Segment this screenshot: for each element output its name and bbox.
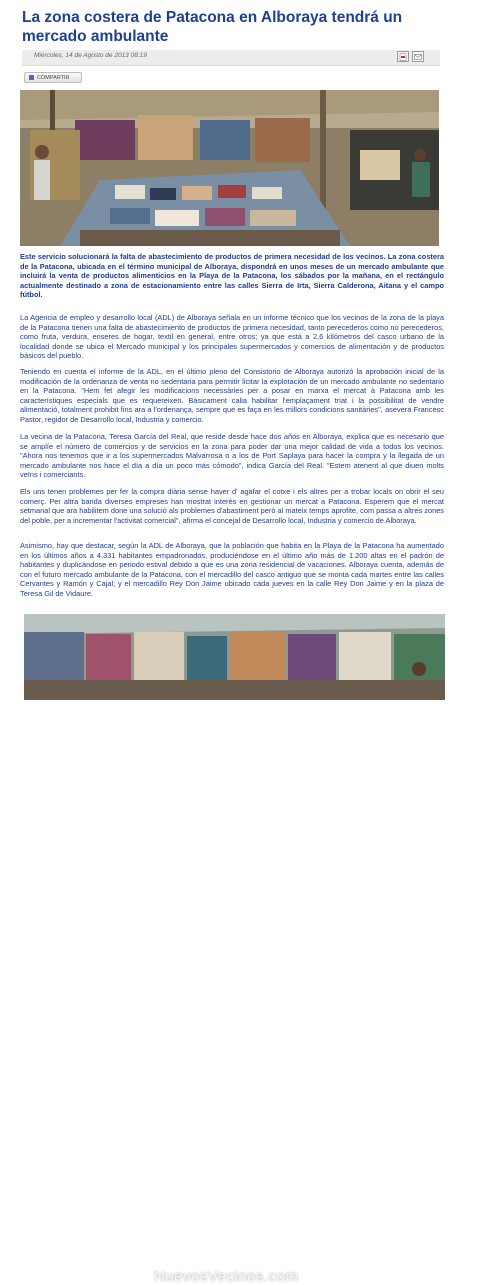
article-meta-bar [22,50,440,66]
article-tools [397,51,424,62]
watermark-text: NuevosVecinos.com [154,1268,299,1285]
market-photo-top-image [20,90,439,246]
article-paragraph: La vecina de la Patacona, Teresa García del Real, que reside desde hace dos años en Alboraya, explica que es necesario que se amplíe el número de comercios y de servicios en la zona para poder dar una mejor calidad de vida a todos los vecinos. "Ahora nos tenemos que ir a los supermercados Malvarrosa o a los de Port Saplaya para hacer la compra y la llegada de un mercado ambulante nos hace el día a día un poco más cómodo", indica García del Real. "Estem atenent al que diuen molts veïns i comerciants. [20,432,444,480]
market-photo-bottom-image [24,614,445,700]
share-button[interactable] [24,72,82,83]
market-photo-bottom [24,614,445,1285]
email-icon[interactable] [412,51,424,62]
article-paragraph: Els uns tenen problemes per fer la compra diària sense haver d' agafar el cotxe i els altres per a trobar locals on obrir el seu comerç. Per altra banda diverses empreses han mostrat interès en gestionar un mercat a Patacona. Esperem que el mercat setmanal que ara habilitem done una solució als problemes d'abastiment però al mateix temps aprofite, com passa a altres zones del poble, per a incrementar l'activitat comercial", afirma el concejal de Desarrollo local, Industria y comercio de Alboraya. [20,487,444,525]
share-icon [29,75,34,80]
article-paragraph: Asimismo, hay que destacar, según la ADL de Alboraya, que la población que habita en la Playa de la Patacona ha aumentado en los últimos años a 4.331 habitantes empadronados, produciéndose en el último año más de 1.200 altas en el padrón de habitantes y duplicándose en periodo estival debido a que es una zona residencial de vacaciones. Alboraya cuenta, además de con el futuro mercado ambulante de la Patacona, con el mercadillo del casco antiguo que se monta cada martes entre las calles Cervantes y Ramón y Cajal; y el mercadillo Rey Don Jaime ubicado cada jueves en la calle Rey Don Jaime y en la plaza de Teresa Gil de Vidaure. [20,541,444,598]
share-label: COMPARTIR [37,74,70,81]
pdf-icon[interactable] [397,51,409,62]
article-paragraph: Teniendo en cuenta el informe de la ADL, en el último pleno del Consistorio de Alboraya autorizó la aprobación inicial de la modificación de la ordenanza de venta no sedentaria para permitir licitar la explotación de un mercado ambulante no sedentario en la Patacona. "Hem fet afegir les modificacions necessàries per a posar en marxa el mercat à Patacona amb les característiques especials que es requereixen. Bàsicament calia habilitar l'emplaçament triat i la possibilitat de vendre alimentació, totalment prohibit fins ara a l'ordenança, sempre que es faça en les millors condicions sanitàries", asevera Francesc Pastor, regidor de Desarrollo local, Industria y comercio. [20,367,444,424]
article-title: La zona costera de Patacona en Alboraya tendrá un mercado ambulante [22,9,403,45]
article-paragraph: Este servicio solucionará la falta de abastecimiento de productos de primera necesidad de los vecinos. La zona costera de la Patacona, ubicada en el término municipal de Alboraya, dispondrá en unos meses de un mercado ambulante que incluirá la venta de productos alimenticios en la Playa de la Patacona, los sábados por la mañana, en el rectángulo actualmente destinado a zona de estacionamiento entre las calles Sierra de Irta, Sierra Calderona, Aitana y el campo fútbol. [20,252,444,300]
market-photo-top [20,90,439,246]
article-date: Miércoles, 14 de Agosto de 2013 08:19 [34,52,147,59]
article-paragraph: La Agencia de empleo y desarrollo local (ADL) de Alboraya señala en un informe técnico que los vecinos de la zona de la playa de la Patacona tienen una falta de abastecimiento de productos de primera necesidad, tanto perecederos como no perecederos, como fruta, verdura, enseres de hogar, textil en general, entre otros; ya que está a 2,6 kilómetros del casco urbano de la localidad donde se ubica el Mercado municipal y los principales supermercados y comercios de alimentación y de productos básicos del pueblo. [20,313,444,361]
